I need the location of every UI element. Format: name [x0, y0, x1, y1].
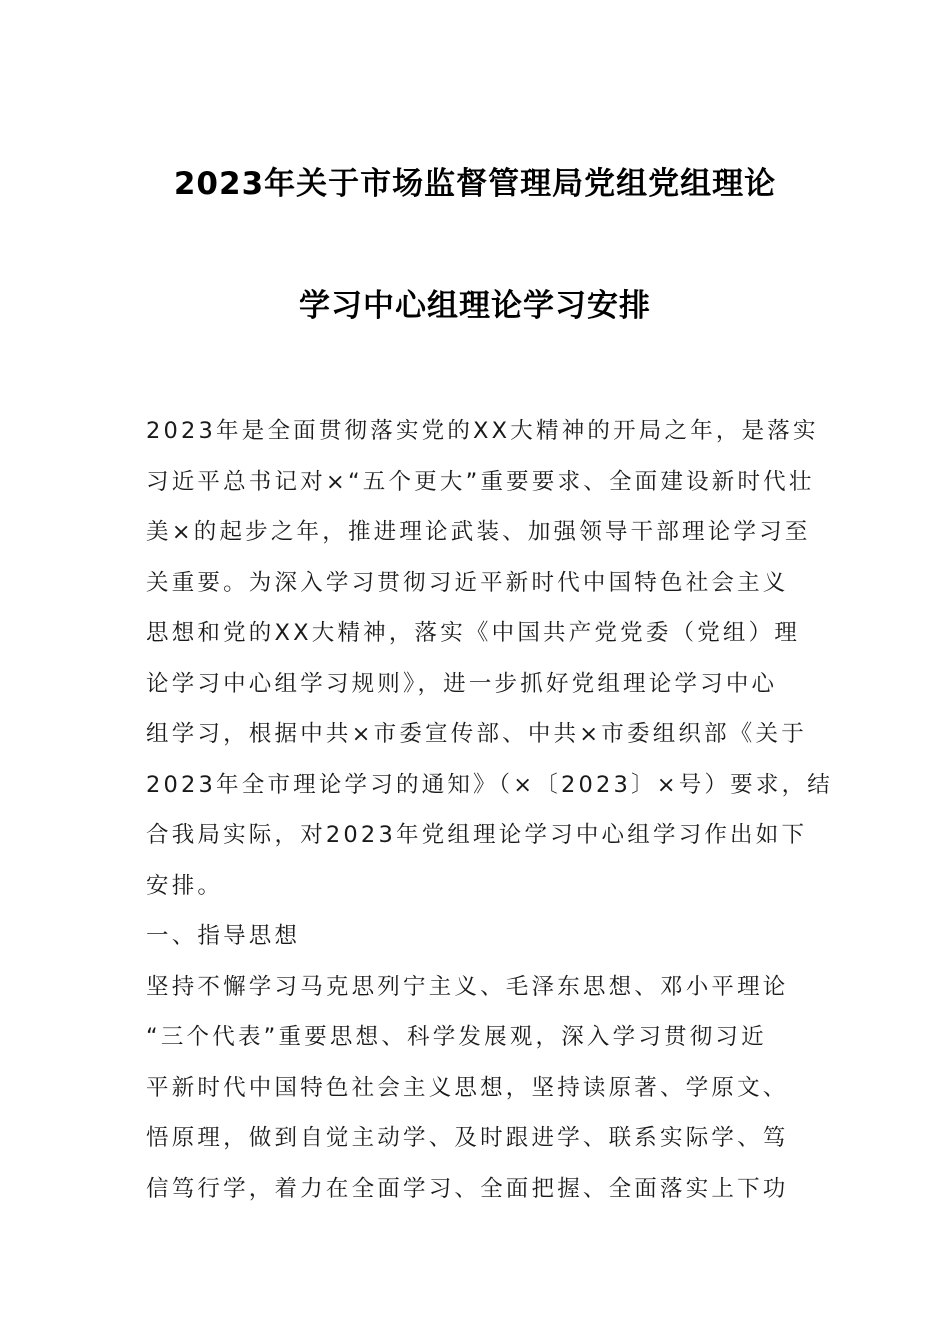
body-line: 习近平总书记对×“五个更大”重要要求、全面建设新时代壮	[146, 468, 815, 495]
body-line: 2023年是全面贯彻落实党的XX大精神的开局之年，是落实	[146, 418, 819, 444]
document-title-line-1: 2023年关于市场监督管理局党组党组理论	[173, 166, 777, 202]
body-line: 关重要。为深入学习贯彻习近平新时代中国特色社会主义	[146, 569, 789, 596]
body-line: 安排。	[146, 872, 224, 899]
body-line: 思想和党的XX大精神，落实《中国共产党党委（党组）理	[146, 620, 801, 646]
document-body	[146, 411, 833, 1219]
section-heading-guiding-ideology: 一、指导思想	[146, 923, 301, 949]
body-line: 组学习，根据中共×市委宣传部、中共×市委组织部《关于	[146, 721, 807, 747]
body-line: “三个代表”重要思想、科学发展观，深入学习贯彻习近	[146, 1024, 767, 1050]
body-line: 坚持不懈学习马克思列宁主义、毛泽东思想、邓小平理论	[146, 973, 789, 1000]
body-line: 论学习中心组学习规则》，进一步抓好党组理论学习中心	[146, 670, 778, 697]
body-line: 合我局实际，对2023年党组理论学习中心组学习作出如下	[146, 822, 808, 848]
body-line: 美×的起步之年，推进理论武装、加强领导干部理论学习至	[146, 519, 811, 545]
body-line: 信笃行学，着力在全面学习、全面把握、全面落实上下功	[146, 1175, 789, 1202]
body-line: 悟原理，做到自觉主动学、及时跟进学、联系实际学、笃	[146, 1125, 789, 1151]
body-line: 平新时代中国特色社会主义思想，坚持读原著、学原文、	[146, 1074, 789, 1101]
body-line: 2023年全市理论学习的通知》（×〔2023〕×号）要求，结	[146, 771, 833, 798]
document-title-line-2: 学习中心组理论学习安排	[299, 288, 651, 324]
